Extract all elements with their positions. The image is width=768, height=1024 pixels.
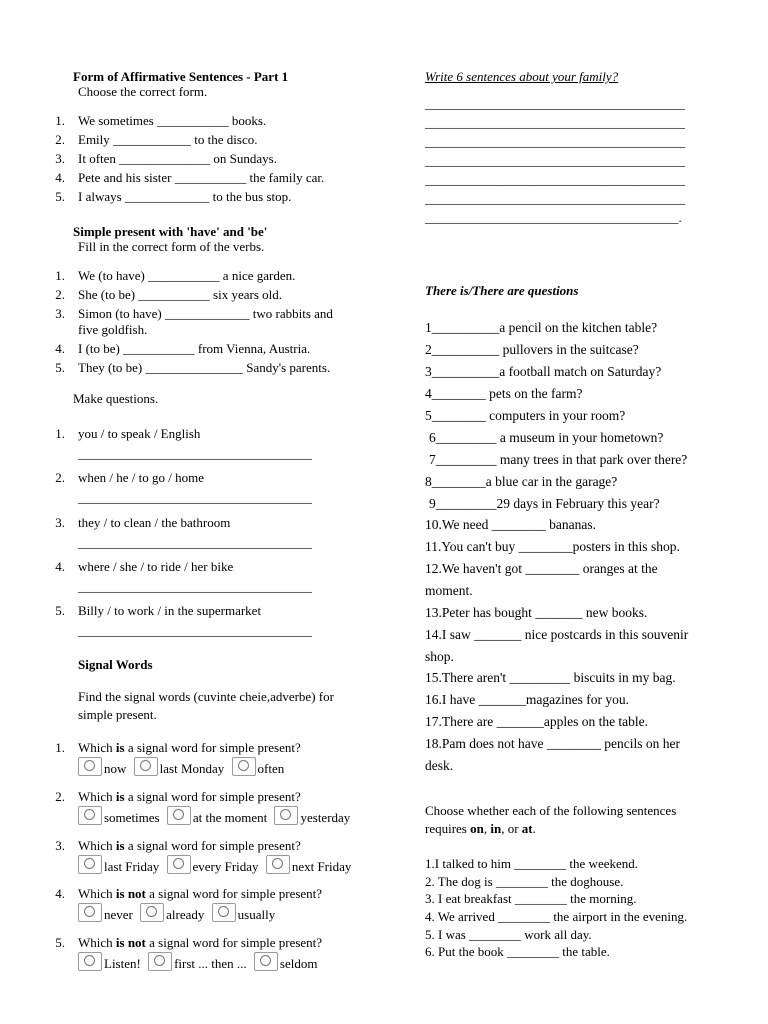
instruction-signal-1: Find the signal words (cuvinte cheie,adverbe) for	[78, 689, 334, 704]
item-number: 5.	[55, 189, 65, 204]
radio-button[interactable]	[167, 806, 191, 825]
signal-question: Which is not a signal word for simple present?	[78, 886, 323, 901]
list-item: Pete and his sister ___________ the family car.	[78, 170, 325, 185]
answer-line[interactable]: ____________________________________	[78, 623, 312, 638]
list-item: 15.There aren't _________ biscuits in my bag.	[425, 670, 676, 685]
signal-question: Which is a signal word for simple present?	[78, 740, 301, 755]
answer-line[interactable]: ____________________________________	[78, 535, 312, 550]
answer-line[interactable]: ____________________________________	[78, 490, 312, 505]
item-number: 1.	[55, 740, 65, 755]
writing-line[interactable]: ________________________________________	[425, 153, 685, 168]
option-label: Listen!	[104, 956, 141, 971]
item-number: 2.	[55, 287, 65, 302]
question-prompt: where / she / to ride / her bike	[78, 559, 234, 574]
option-label: usually	[237, 907, 276, 922]
list-item: 1.I talked to him ________ the weekend.	[425, 856, 639, 871]
list-item: 10.We need ________ bananas.	[425, 517, 596, 532]
list-item: They (to be) _______________ Sandy's parents.	[78, 360, 331, 375]
list-item: 12.We haven't got ________ oranges at the	[425, 561, 658, 576]
list-item: We (to have) ___________ a nice garden.	[78, 268, 296, 283]
radio-button[interactable]	[78, 757, 102, 776]
instruction-choose-form: Choose the correct form.	[78, 84, 208, 99]
item-number: 1.	[55, 426, 65, 441]
item-number: 5.	[55, 935, 65, 950]
list-item: I (to be) ___________ from Vienna, Austria.	[78, 341, 311, 356]
option-label: seldom	[279, 956, 318, 971]
list-item: Simon (to have) _____________ two rabbits and	[78, 306, 333, 321]
radio-button[interactable]	[140, 903, 164, 922]
writing-line[interactable]: ________________________________________	[425, 134, 685, 149]
item-number: 5.	[55, 603, 65, 618]
list-item: 1__________a pencil on the kitchen table?	[425, 320, 658, 335]
list-item: 5________ computers in your room?	[425, 408, 626, 423]
item-number: 2.	[55, 789, 65, 804]
radio-button[interactable]	[232, 757, 256, 776]
signal-question: Which is not a signal word for simple present?	[78, 935, 323, 950]
item-number: 2.	[55, 470, 65, 485]
list-item-continued: shop.	[425, 649, 454, 664]
list-item: Emily ____________ to the disco.	[78, 132, 258, 147]
item-number: 2.	[55, 132, 65, 147]
item-number: 3.	[55, 306, 65, 321]
writing-line[interactable]: ________________________________________	[425, 96, 685, 111]
item-number: 4.	[55, 559, 65, 574]
radio-button[interactable]	[266, 855, 290, 874]
option-label: every Friday	[192, 859, 259, 874]
item-number: 1.	[55, 268, 65, 283]
option-row	[78, 952, 321, 972]
section-title-make-questions: Make questions.	[73, 391, 159, 406]
list-item: 5. I was ________ work all day.	[425, 927, 592, 942]
list-item: 2. The dog is ________ the doghouse.	[425, 874, 624, 889]
list-item: 14.I saw _______ nice postcards in this souvenir	[425, 627, 689, 642]
instruction-fill-in: Fill in the correct form of the verbs.	[78, 239, 265, 254]
radio-button[interactable]	[254, 952, 278, 971]
item-number: 3.	[55, 151, 65, 166]
list-item: 3__________a football match on Saturday?	[425, 364, 662, 379]
list-item: 8________a blue car in the garage?	[425, 474, 618, 489]
option-row	[78, 757, 288, 777]
question-prompt: when / he / to go / home	[78, 470, 205, 485]
instruction-signal-2: simple present.	[78, 707, 157, 722]
question-prompt: they / to clean / the bathroom	[78, 515, 231, 530]
list-item: She (to be) ___________ six years old.	[78, 287, 283, 302]
list-item: 3. I eat breakfast ________ the morning.	[425, 891, 637, 906]
list-item: 17.There are _______apples on the table.	[425, 714, 649, 729]
radio-button[interactable]	[78, 855, 102, 874]
list-item: 6. Put the book ________ the table.	[425, 944, 610, 959]
list-item: 18.Pam does not have ________ pencils on her	[425, 736, 680, 751]
writing-line[interactable]: ________________________________________	[425, 172, 685, 187]
option-label: at the moment	[192, 810, 268, 825]
list-item: 4________ pets on the farm?	[425, 386, 583, 401]
radio-button[interactable]	[78, 806, 102, 825]
option-row	[78, 806, 354, 826]
option-label: yesterday	[300, 810, 351, 825]
radio-button[interactable]	[78, 952, 102, 971]
list-item: 6_________ a museum in your hometown?	[429, 430, 664, 445]
option-label: already	[166, 907, 205, 922]
list-item: 13.Peter has bought _______ new books.	[425, 605, 648, 620]
option-label: sometimes	[104, 810, 160, 825]
section-title-affirmative: Form of Affirmative Sentences - Part 1	[73, 69, 289, 84]
option-row	[78, 855, 355, 875]
radio-button[interactable]	[134, 757, 158, 776]
option-label: last Friday	[104, 859, 160, 874]
item-number: 3.	[55, 838, 65, 853]
list-item: It often ______________ on Sundays.	[78, 151, 277, 166]
radio-button[interactable]	[78, 903, 102, 922]
option-label: last Monday	[159, 761, 225, 776]
item-number: 4.	[55, 886, 65, 901]
option-row	[78, 903, 279, 923]
radio-button[interactable]	[274, 806, 298, 825]
list-item: 2__________ pullovers in the suitcase?	[425, 342, 639, 357]
option-label: never	[104, 907, 133, 922]
option-label: first ... then ...	[174, 956, 247, 971]
writing-line[interactable]: ________________________________________	[425, 191, 685, 206]
item-number: 4.	[55, 341, 65, 356]
section-title-signal-words: Signal Words	[78, 657, 153, 672]
answer-line[interactable]: ____________________________________	[78, 579, 312, 594]
list-item-continued: moment.	[425, 583, 473, 598]
answer-line[interactable]: ____________________________________	[78, 446, 312, 461]
option-label: now	[104, 761, 127, 776]
option-label: next Friday	[291, 859, 352, 874]
prep-instruction-2: requires on, in, or at.	[425, 821, 536, 836]
list-item: 7_________ many trees in that park over there?	[429, 452, 688, 467]
list-item: I always _____________ to the bus stop.	[78, 189, 292, 204]
list-item: 4. We arrived ________ the airport in the evening.	[425, 909, 688, 924]
radio-button[interactable]	[167, 855, 191, 874]
item-number: 4.	[55, 170, 65, 185]
list-item: 16.I have _______magazines for you.	[425, 692, 629, 707]
list-item: We sometimes ___________ books.	[78, 113, 267, 128]
list-item-continued: desk.	[425, 758, 454, 773]
question-prompt: you / to speak / English	[78, 426, 201, 441]
list-item-continued: five goldfish.	[78, 322, 148, 337]
there-is-title: There is/There are questions	[425, 283, 579, 298]
question-prompt: Billy / to work / in the supermarket	[78, 603, 262, 618]
writing-line[interactable]: _______________________________________.	[425, 210, 682, 225]
family-title: Write 6 sentences about your family?	[425, 69, 619, 84]
radio-button[interactable]	[148, 952, 172, 971]
signal-question: Which is a signal word for simple present?	[78, 838, 301, 853]
prep-instruction-1: Choose whether each of the following sentences	[425, 803, 677, 818]
list-item: 9_________29 days in February this year?	[429, 496, 660, 511]
item-number: 1.	[55, 113, 65, 128]
option-label: often	[257, 761, 285, 776]
section-title-have-be: Simple present with 'have' and 'be'	[73, 224, 268, 239]
signal-question: Which is a signal word for simple present?	[78, 789, 301, 804]
item-number: 5.	[55, 360, 65, 375]
writing-line[interactable]: ________________________________________	[425, 115, 685, 130]
list-item: 11.You can't buy ________posters in this shop.	[425, 539, 680, 554]
item-number: 3.	[55, 515, 65, 530]
radio-button[interactable]	[212, 903, 236, 922]
